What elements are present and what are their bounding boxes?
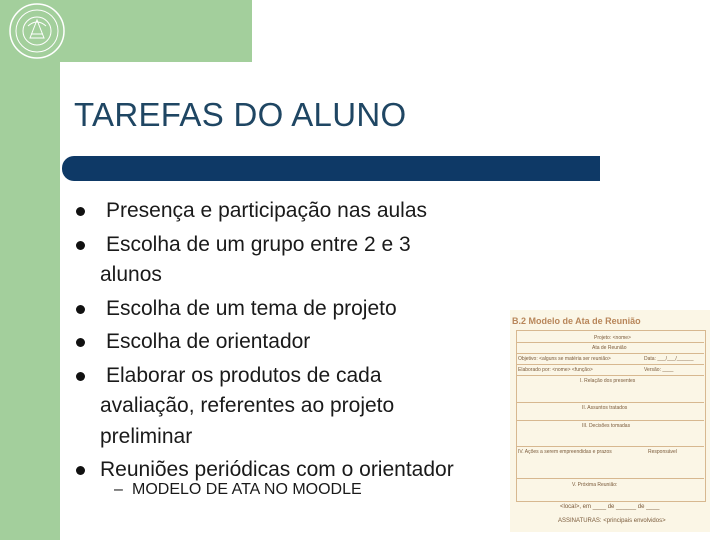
- form-row-divider: [516, 402, 704, 403]
- list-item: [74, 292, 514, 326]
- form-objective: Objetivo: <alguns se matéria ser reunião>: [518, 356, 611, 362]
- list-item-text-continued: alunos: [100, 263, 162, 286]
- form-header-project: Projeto: <nome>: [594, 335, 631, 341]
- bullet-dot-icon: [76, 241, 85, 250]
- form-version: Versão: ____: [644, 367, 674, 373]
- bullet-dot-icon: [76, 207, 85, 216]
- bullet-dot-icon: [76, 338, 85, 347]
- university-seal-icon: [0, 0, 74, 62]
- title-underline-bar-end: [596, 156, 600, 181]
- list-item-text: Escolha de um tema de projeto: [106, 296, 397, 320]
- side-decoration: [0, 62, 60, 540]
- list-item: [74, 194, 514, 228]
- sub-list-dash: –: [114, 481, 123, 498]
- list-item: [74, 228, 514, 292]
- form-footer-place: <local>, em ____ de ______ de ____: [560, 504, 660, 510]
- form-row-divider: [516, 375, 704, 376]
- list-item-text: Escolha de orientador: [106, 330, 311, 353]
- form-row-divider: [516, 342, 704, 343]
- task-list: [74, 194, 514, 487]
- form-row-divider: [516, 364, 704, 365]
- form-footer-signatures: ASSINATURAS: <principais envolvidos>: [558, 518, 666, 524]
- form-row-divider: [516, 446, 704, 447]
- meeting-minutes-form-image: [510, 310, 710, 532]
- bullet-dot-icon: [76, 466, 85, 475]
- form-section-attendees: I. Relação dos presentes: [580, 378, 636, 384]
- list-item-text: Escolha de um grupo entre 2 e 3: [106, 232, 411, 256]
- list-item-text-continued: preliminar: [100, 424, 193, 448]
- list-item-text-continued: avaliação, referentes ao projeto: [100, 394, 395, 417]
- form-section-responsible: Responsável: [648, 449, 677, 455]
- list-item-text: Presença e participação nas aulas: [106, 199, 428, 222]
- form-section-next-meeting: V. Próxima Reunião:: [572, 482, 618, 488]
- slide-title: TAREFAS DO ALUNO: [74, 96, 407, 133]
- form-section-decisions: III. Decisões tomadas: [582, 423, 631, 429]
- form-title: B.2 Modelo de Ata de Reunião: [512, 316, 641, 326]
- list-item: [74, 325, 514, 359]
- list-item-text: Elaborar os produtos de cada: [106, 363, 382, 387]
- form-prepared-by: Elaborado por: <nome> <função>: [518, 367, 593, 373]
- list-item-text: Reuniões periódicas com o orientador: [100, 458, 454, 481]
- form-section-actions: IV. Ações a serem empreendidas e prazos: [518, 449, 612, 455]
- form-row-divider: [516, 353, 704, 354]
- form-row-divider: [516, 420, 704, 421]
- title-underline-bar: [62, 156, 600, 181]
- bullet-dot-icon: [76, 305, 85, 314]
- list-item: [74, 359, 514, 454]
- form-section-topics: II. Assuntos tratados: [582, 405, 628, 411]
- form-header-ata: Ata de Reunião: [592, 345, 627, 351]
- form-date: Data: ___/___/______: [644, 356, 694, 362]
- bullet-dot-icon: [76, 372, 85, 381]
- sub-list-text: MODELO DE ATA NO MOODLE: [132, 481, 362, 498]
- form-row-divider: [516, 478, 704, 479]
